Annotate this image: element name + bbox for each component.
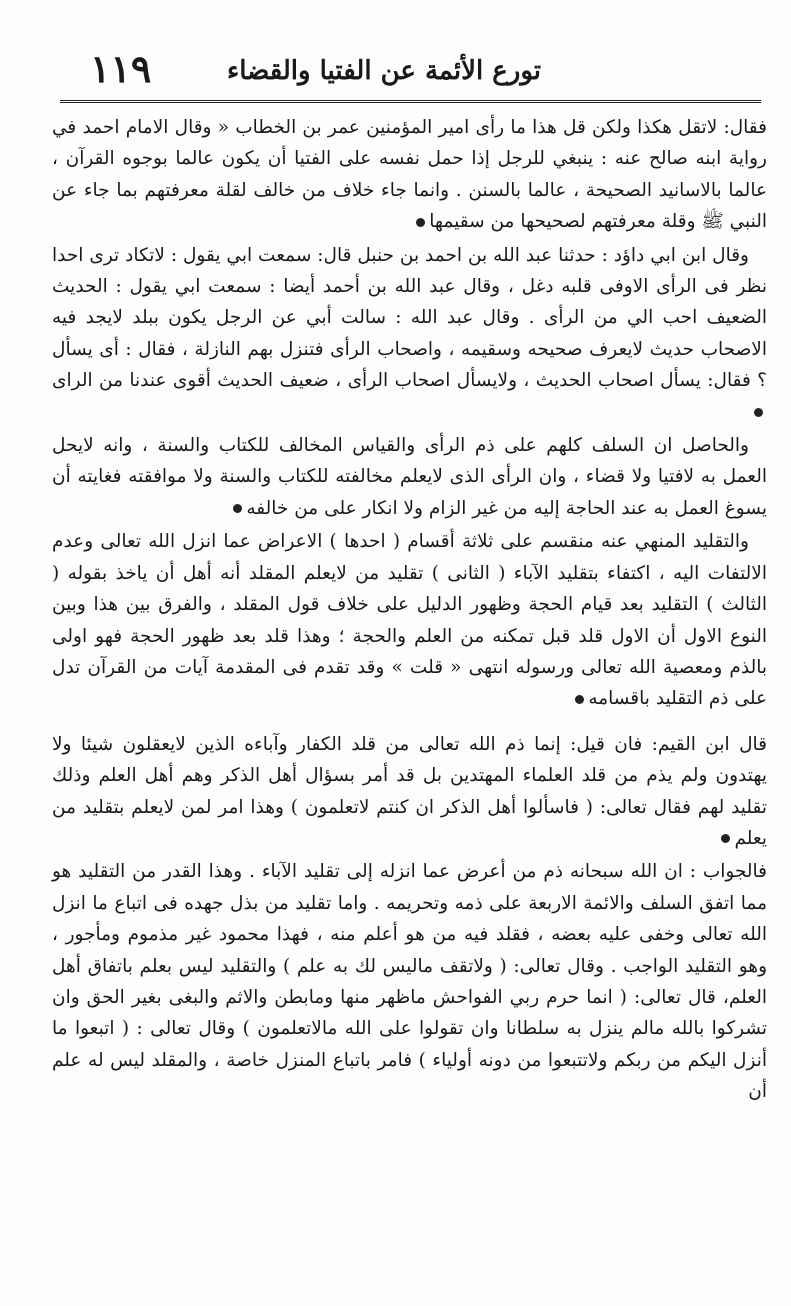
- body-text: [52, 112, 767, 1110]
- paragraph: [52, 729, 767, 855]
- end-mark-icon: [416, 218, 425, 227]
- header-rule: [60, 100, 761, 103]
- end-mark-icon: [233, 504, 242, 513]
- paragraph: [52, 240, 767, 428]
- paragraph: [52, 430, 767, 524]
- paragraph-text: فقال: لاتقل هكذا ولكن قل هذا ما رأى امير المؤمنين عمر بن الخطاب « وقال الامام احمد في رواية ابنه صالح عنه : ينبغي للرجل إذا حمل نفسه على الفتيا أن يكون عالما بوجوه القرآن ، عالما بالاسانيد الصحيحة ، عالما بالسنن . وانما جاء خلاف من خالف لقلة معرفتهم بما جاء عن النبي ﷺ وقلة معرفتهم لصحيحها من سقيمها: [52, 117, 767, 233]
- end-mark-icon: [721, 834, 730, 843]
- paragraph-text: والحاصل ان السلف كلهم على ذم الرأى والقياس المخالف للكتاب والسنة ، وانه لايحل العمل به لافتيا ولا قضاء ، وان الرأى الذى لايعلم مخالفته للكتاب والسنة ولا موافقته فغايته أن يسوغ العمل به عند الحاجة إليه من غير الزام ولا انكار على من خالفه: [52, 435, 767, 519]
- page-title: تورع الأئمة عن الفتيا والقضاء: [227, 56, 541, 86]
- paragraph-text: قال ابن القيم: فان قيل: إنما ذم الله تعالى من قلد الكفار وآباءه الذين لايعقلون شيئا ولا يهتدون ولم يذم من قلد العلماء المهتدين بل قد أمر بسؤال أهل الذكر وهم أهل العلم وذلك تقليد لهم فقال تعالى: ( فاسألوا أهل الذكر ان كنتم لاتعلمون ) وهذا امر لمن لايعلم بتقليد من يعلم: [52, 733, 767, 849]
- paragraph-text: فالجواب : ان الله سبحانه ذم من أعرض عما انزله إلى تقليد الآباء . وهذا القدر من التقليد هو مما اتفق السلف والائمة الاربعة على ذمه وتحريمه . واما تقليد من بذل جهده فى اتباع ما انزل الله تعالى وخفى عليه بعضه ، فقلد فيه من هو أعلم منه ، فهذا محمود غير مذموم ومأجور ، وهو التقليد الواجب . وقال تعالى: ( ولاتقف ماليس لك به علم ) والتقليد ليس بعلم باتفاق أهل العلم، قال تعالى: ( انما حرم ربي الفواحش ماظهر منها ومابطن والاثم والبغى بغير الحق وان تشركوا بالله مالم ينزل به سلطانا وان تقولوا على الله مالاتعلمون ) وقال تعالى : ( اتبعوا ما أنزل اليكم من ربكم ولاتتبعوا من دونه أولياء ) فامر باتباع المنزل خاصة ، والمقلد ليس له علم أن: [52, 861, 767, 1103]
- paragraph: [52, 526, 767, 714]
- paragraph: [52, 112, 767, 238]
- page-header: [60, 44, 761, 100]
- end-mark-icon: [754, 408, 763, 417]
- paragraph-text: وقال ابن ابي داؤد : حدثنا عبد الله بن احمد بن حنبل قال: سمعت ابي يقول : لاتكاد ترى احدا نظر فى الرأى الاوفى قلبه دغل ، وقال عبد الله بن أحمد أيضا : سمعت ابي يقول : الحديث الضعيف احب الي من الرأى . وقال عبد الله : سالت أبي عن الرجل يكون ببلد لايجد فيه الاصحاب حديث لايعرف صحيحه وسقيمه ، واصحاب الرأى فتنزل بهم النازلة ، فقال : أى يسأل ؟ فقال: يسأل اصحاب الحديث ، ولايسأل اصحاب الرأى ، ضعيف الحديث أقوى عندنا من الراى: [52, 244, 767, 392]
- paragraph-text: والتقليد المنهي عنه منقسم على ثلاثة أقسام ( احدها ) الاعراض عما انزل الله تعالى وعدم الالتفات اليه ، اكتفاء بتقليد الآباء ( الثانى ) تقليد من لايعلم المقلد أنه أهل أن ياخذ بقوله ( الثالث ) التقليد بعد قيام الحجة وظهور الدليل على خلاف قول المقلد ، والفرق بين هذا وبين النوع الاول أن الاول قلد قبل تمكنه من العلم والحجة ؛ وهذا قلد بعد ظهور الحجة فهو اولى بالذم ومعصية الله تعالى ورسوله انتهى « قلت » وقد تقدم فى المقدمة آيات من القرآن تدل على ذم التقليد باقسامه: [52, 531, 767, 710]
- paragraph: [52, 856, 767, 1107]
- end-mark-icon: [575, 695, 584, 704]
- page-number: ١١٩: [90, 46, 152, 91]
